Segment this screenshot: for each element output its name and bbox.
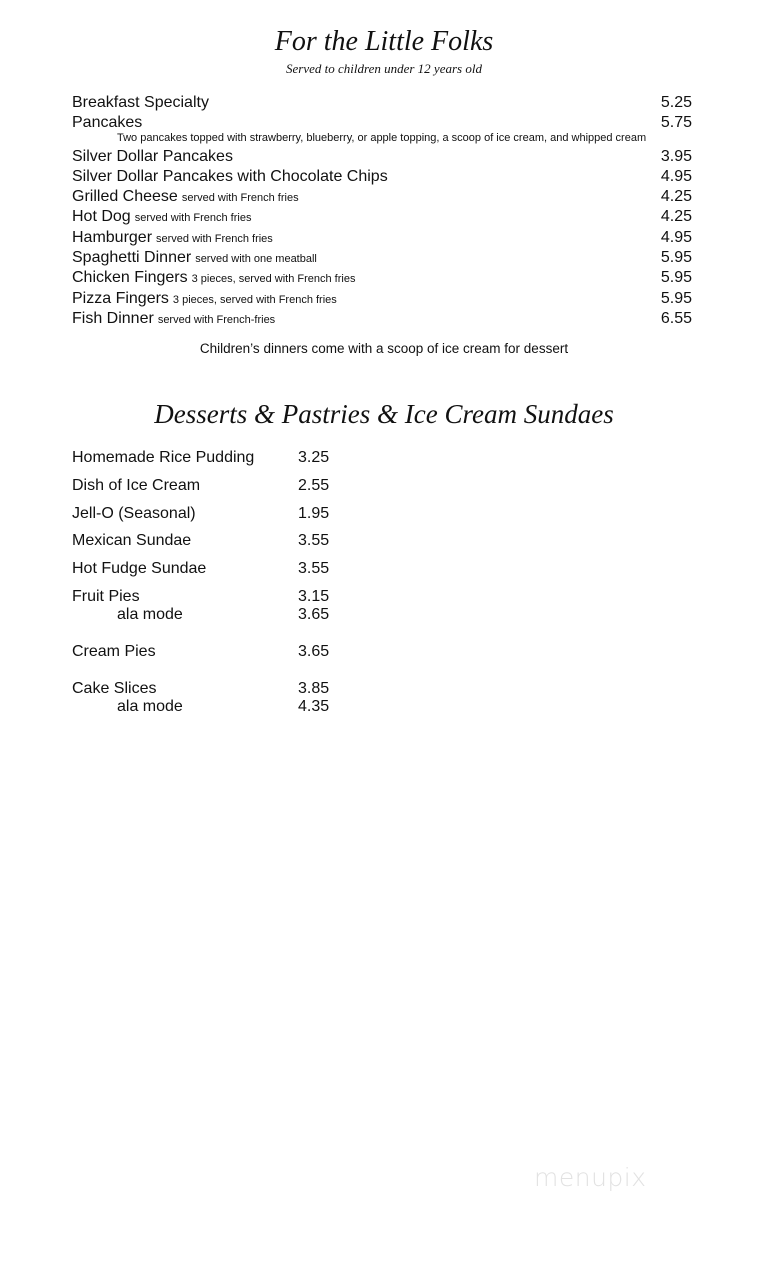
kids-menu-item: [72, 268, 692, 288]
kids-section-subtitle: Served to children under 12 years old: [286, 61, 482, 76]
kids-footnote: Children’s dinners come with a scoop of ice cream for dessert: [199, 341, 569, 356]
item-price: 2.55: [298, 477, 330, 494]
item-name: Chicken Fingers: [72, 269, 188, 287]
item-name: ala mode: [117, 698, 183, 715]
item-note: served with French fries: [181, 192, 299, 205]
item-name: Breakfast Specialty: [72, 94, 209, 111]
item-name: Grilled Cheese: [72, 188, 178, 206]
item-name: Mexican Sundae: [72, 532, 192, 549]
kids-menu-item: [72, 289, 692, 309]
item-price: 1.95: [298, 505, 330, 522]
item-price: 5.95: [660, 249, 692, 267]
item-price: 5.25: [660, 94, 692, 111]
kids-menu-item: [72, 147, 692, 167]
item-note: served with French fries: [134, 212, 252, 225]
item-price: 5.75: [660, 114, 692, 132]
item-price: 6.55: [660, 309, 692, 327]
item-price: 4.95: [660, 167, 692, 185]
kids-menu-item: [72, 93, 692, 113]
item-name: Jell-O (Seasonal): [72, 505, 196, 522]
kids-menu-item: [72, 187, 692, 207]
kids-menu-item: [72, 228, 692, 248]
item-name: Pancakes: [72, 114, 143, 132]
item-price: 3.65: [298, 606, 330, 623]
item-name: Silver Dollar Pancakes with Chocolate Chips: [72, 167, 388, 185]
item-name: Dish of Ice Cream: [72, 477, 201, 494]
kids-menu-item: [72, 248, 692, 268]
kids-menu-list: [72, 93, 692, 329]
item-price: 3.55: [298, 560, 330, 577]
item-price: 4.95: [660, 228, 692, 246]
kids-menu-item: [72, 207, 692, 227]
item-description: Two pancakes topped with strawberry, blueberry, or apple topping, a scoop of ice cream, and whipped cream: [117, 131, 647, 144]
item-price: 5.95: [660, 289, 692, 307]
item-name: Hamburger: [72, 228, 153, 246]
item-price: 3.25: [298, 449, 330, 466]
item-price: 3.55: [298, 532, 330, 549]
item-name: Homemade Rice Pudding: [72, 449, 255, 466]
item-note: 3 pieces, served with French fries: [191, 273, 356, 286]
item-name: Cake Slices: [72, 680, 157, 697]
kids-menu-item: [72, 167, 692, 187]
item-price: 3.85: [298, 680, 330, 697]
kids-section-title: For the Little Folks: [274, 26, 494, 57]
menupix-watermark: menupix: [534, 1163, 647, 1192]
item-name: ala mode: [117, 606, 183, 623]
item-name: Fruit Pies: [72, 588, 140, 605]
item-note: served with French fries: [156, 232, 273, 245]
item-name: Hot Dog: [72, 208, 131, 226]
item-price: 4.25: [660, 208, 692, 226]
item-price: 4.25: [660, 188, 692, 206]
item-price: 3.15: [298, 588, 330, 605]
item-name: Cream Pies: [72, 643, 156, 660]
item-price: 5.95: [660, 269, 692, 287]
item-note: served with one meatball: [195, 253, 317, 266]
item-name: Hot Fudge Sundae: [72, 560, 207, 577]
item-name: Fish Dinner: [72, 309, 154, 327]
item-name: Pizza Fingers: [72, 289, 169, 307]
item-name: Spaghetti Dinner: [72, 249, 192, 267]
kids-menu-item: [72, 309, 692, 329]
item-note: served with French-fries: [157, 313, 276, 326]
item-price: 3.95: [660, 147, 692, 165]
kids-menu-item: [72, 113, 692, 133]
item-note: 3 pieces, served with French fries: [172, 293, 337, 306]
item-price: 4.35: [298, 698, 330, 715]
desserts-section-title: Desserts & Pastries & Ice Cream Sundaes: [154, 399, 614, 429]
item-price: 3.65: [298, 643, 330, 660]
item-name: Silver Dollar Pancakes: [72, 147, 233, 165]
